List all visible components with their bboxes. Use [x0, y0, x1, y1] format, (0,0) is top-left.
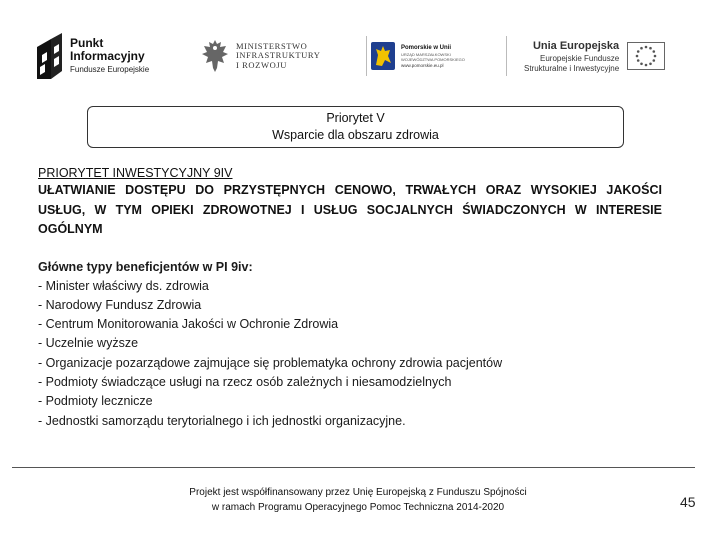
punkt-logo-line2: Informacyjny	[70, 48, 145, 63]
priority-title: Priorytet V	[326, 111, 385, 125]
footer-line2: w ramach Programu Operacyjnego Pomoc Techniczna 2014-2020	[211, 502, 505, 513]
pomorskie-title: Pomorskie w Unii	[401, 44, 452, 51]
beneficiaries-section	[38, 257, 662, 431]
ministry-line3: I ROZWOJU	[236, 59, 287, 70]
investment-priority-description: UŁATWIANIE DOSTĘPU DO PRZYSTĘPNYCH CENOWO, TRWAŁYCH ORAZ WYSOKIEJ JAKOŚCI USŁUG, W TYM OPIEKI ZDROWOTNEJ I USŁUG SOCJALNYCH ŚWIADCZONYCH W INTERESIE OGÓLNYM	[38, 183, 662, 236]
list-item: - Podmioty lecznicze	[38, 394, 153, 409]
slide-content	[38, 165, 662, 431]
list-item: - Uczelnie wyższe	[38, 336, 139, 351]
punkt-informacyjny-logo	[34, 24, 149, 88]
eu-logo	[524, 24, 665, 88]
priority-subtitle: Wsparcie dla obszaru zdrowia	[272, 128, 439, 142]
ministry-line1: MINISTERSTWO	[236, 40, 308, 51]
pomorskie-sub2: WOJEWÓDZTWA POMORSKIEGO	[401, 56, 465, 62]
beneficiaries-title: Główne typy beneficjentów w PI 9iv:	[38, 259, 253, 274]
eu-sub1: Europejskie Fundusze	[540, 54, 620, 63]
footer-divider	[12, 467, 695, 468]
footer-text	[120, 485, 596, 515]
punkt-logo-line3: Fundusze Europejskie	[70, 64, 150, 74]
list-item: - Minister właściwy ds. zdrowia	[38, 278, 209, 293]
page-number: 45	[680, 494, 696, 510]
list-item: - Podmioty świadczące usługi na rzecz osób zależnych i niesamodzielnych	[38, 374, 452, 389]
investment-priority-heading: PRIORYTET INWESTYCYJNY 9IV	[38, 166, 233, 180]
eu-flag-icon	[627, 42, 665, 70]
ministry-line2: INFRASTRUKTURY	[236, 50, 321, 61]
pomorskie-url: www.pomorskie.eu.pl	[401, 62, 444, 68]
punkt-informacyjny-mark-icon	[34, 31, 64, 81]
list-item: - Narodowy Fundusz Zdrowia	[38, 297, 202, 312]
list-item: - Centrum Monitorowania Jakości w Ochronie Zdrowia	[38, 317, 339, 332]
pomorskie-logo	[370, 24, 465, 88]
beneficiaries-list	[38, 277, 662, 431]
eu-sub2: Strukturalne i Inwestycyjne	[524, 64, 620, 73]
footer-line1: Projekt jest współfinansowany przez Unię Europejską z Funduszu Spójności	[189, 487, 527, 498]
logo-bar	[0, 24, 720, 88]
griffin-icon	[370, 41, 396, 71]
logo-divider	[366, 36, 367, 76]
logo-divider	[506, 36, 507, 76]
list-item: - Jednostki samorządu terytorialnego i ich jednostki organizacyjne.	[38, 413, 406, 428]
list-item: - Organizacje pozarządowe zajmujące się problematyka ochrony zdrowia pacjentów	[38, 355, 503, 370]
punkt-logo-line1: Punkt	[70, 35, 104, 50]
polish-eagle-icon	[200, 36, 230, 76]
pomorskie-sub1: URZĄD MARSZAŁKOWSKI	[401, 51, 451, 57]
priority-title-box	[87, 106, 624, 148]
ministry-logo	[200, 24, 320, 88]
eu-title: Unia Europejska	[532, 40, 620, 52]
